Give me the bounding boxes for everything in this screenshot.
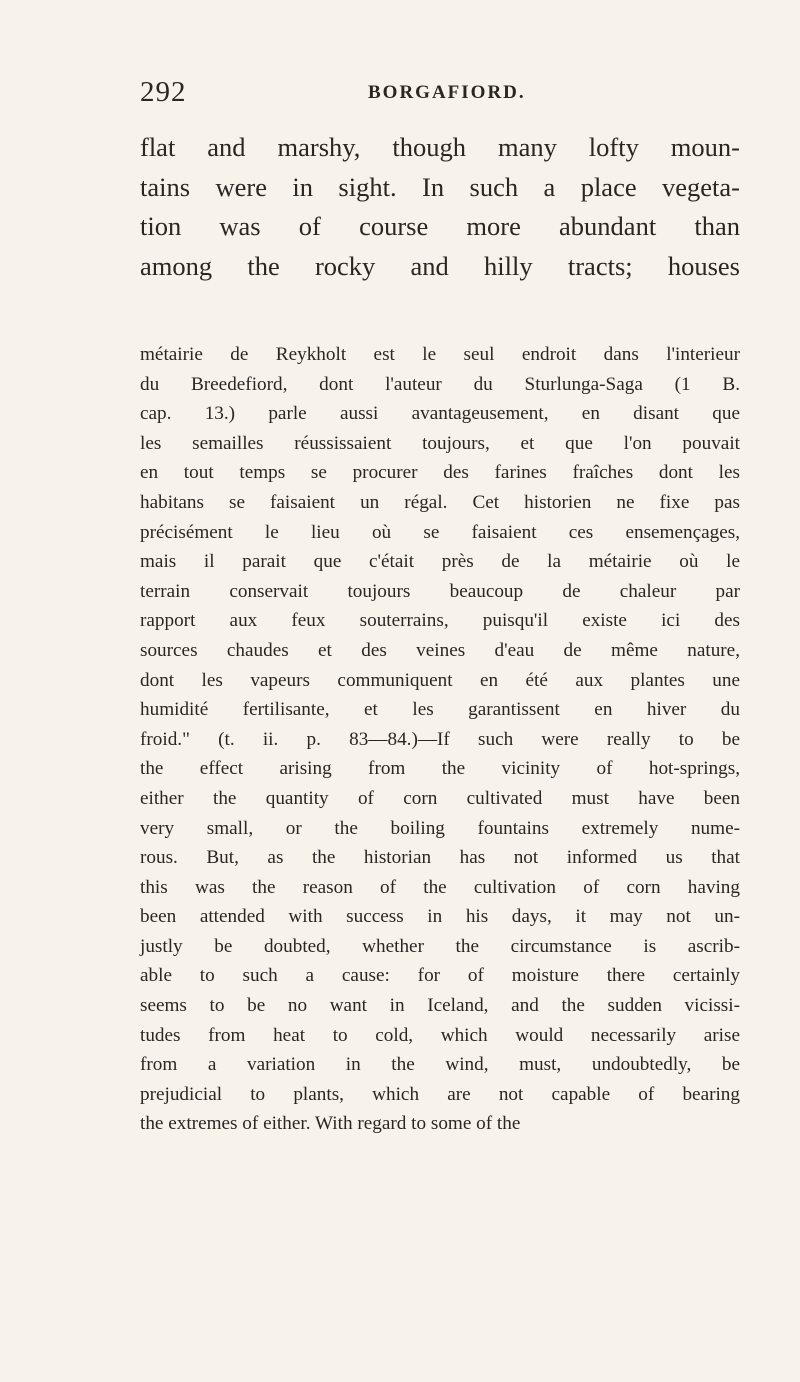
footnote-line: métairie de Reykholt est le seul endroit dans l'interieur xyxy=(140,344,740,365)
footnote-line: been attended with success in his days, it may not un- xyxy=(140,906,740,928)
footnote-line: sources chaudes et des veines d'eau de même nature, xyxy=(140,639,740,661)
footnote-line: justly be doubted, whether the circumstance is ascrib- xyxy=(140,935,740,957)
footnote-line: froid." (t. ii. p. 83—84.)—If such were really to be xyxy=(140,728,740,750)
footnote-line: précisément le lieu où se faisaient ces ensemençages, xyxy=(140,521,740,543)
footnote-line: les semailles réussissaient toujours, et que l'on pouvait xyxy=(140,432,740,454)
footnote-line: the effect arising from the vicinity of hot-springs, xyxy=(140,758,740,780)
footnote-line: prejudicial to plants, which are not capable of bearing xyxy=(140,1083,740,1105)
main-text-line: tion was of course more abundant than xyxy=(140,211,740,241)
footnote-line: habitans se faisaient un régal. Cet historien ne fixe pas xyxy=(140,491,740,513)
footnote-line: seems to be no want in Iceland, and the sudden vicissi- xyxy=(140,995,740,1017)
footnote-line: tudes from heat to cold, which would necessarily arise xyxy=(140,1024,740,1046)
main-text-line: tains were in sight. In such a place vegeta- xyxy=(140,171,740,202)
running-title: BORGAFIORD. xyxy=(368,82,526,103)
footnote-line: cap. 13.) parle aussi avantageusement, en disant que xyxy=(140,403,740,425)
main-text-paragraph xyxy=(140,128,740,286)
footnote-line: rous. But, as the historian has not informed us that xyxy=(140,847,740,869)
footnote-line: humidité fertilisante, et les garantissent en hiver du xyxy=(140,699,740,721)
footnote-line: either the quantity of corn cultivated must have been xyxy=(140,787,740,809)
footnote-line: mais il parait que c'était près de la métairie où le xyxy=(140,551,740,573)
running-head xyxy=(140,76,700,116)
footnote-line: able to such a cause: for of moisture there certainly xyxy=(140,965,740,987)
footnote-line: en tout temps se procurer des farines fraîches dont les xyxy=(140,462,740,484)
footnote-block xyxy=(140,340,740,1139)
footnote-line: this was the reason of the cultivation of corn having xyxy=(140,876,740,898)
footnote-line: du Breedefiord, dont l'auteur du Sturlunga-Saga (1 B. xyxy=(140,373,740,395)
footnote-line: from a variation in the wind, must, undoubtedly, be xyxy=(140,1054,740,1076)
page-number: 292 xyxy=(140,76,187,108)
main-text-line: among the rocky and hilly tracts; houses xyxy=(140,250,740,281)
footnote-line: very small, or the boiling fountains extremely nume- xyxy=(140,817,740,839)
footnote-line: rapport aux feux souterrains, puisqu'il existe ici des xyxy=(140,610,740,632)
footnote-line: the extremes of either. With regard to some of the xyxy=(140,1113,521,1135)
footnote-line: terrain conservait toujours beaucoup de chaleur par xyxy=(140,580,740,602)
main-text-line: flat and marshy, though many lofty moun- xyxy=(140,132,740,162)
footnote-line: dont les vapeurs communiquent en été aux plantes une xyxy=(140,669,740,691)
